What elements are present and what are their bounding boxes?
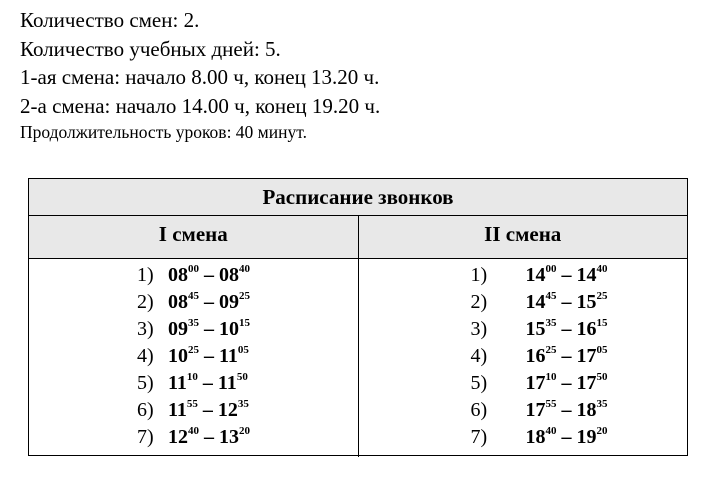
start-minutes: 10: [545, 371, 557, 384]
start-minutes: 35: [188, 317, 199, 330]
slot-number: 2): [137, 291, 154, 313]
start-minutes: 25: [545, 344, 557, 357]
slot-time: [526, 316, 608, 343]
start-hour: 17: [525, 399, 546, 421]
start-minutes: 35: [545, 317, 557, 330]
slot-time: [168, 289, 250, 316]
start-hour: 11: [168, 372, 187, 394]
start-minutes: 55: [186, 398, 198, 411]
start-hour: 16: [525, 345, 546, 367]
table-title: Расписание звонков: [29, 179, 687, 216]
time-dash: –: [556, 264, 577, 286]
time-dash: –: [556, 345, 577, 367]
slot-number: 3): [137, 318, 154, 340]
start-hour: 09: [168, 318, 188, 340]
end-hour: 17: [576, 372, 597, 394]
start-hour: 12: [168, 426, 188, 448]
shift-1-hours: 1-ая смена: начало 8.00 ч, конец 13.20 ч.: [20, 65, 380, 89]
header-shift-2: II смена: [358, 216, 688, 258]
start-minutes: 40: [545, 425, 557, 438]
end-hour: 11: [219, 345, 238, 367]
table-header-row: [29, 216, 687, 259]
slot-number: 6): [137, 399, 154, 421]
end-hour: 13: [219, 426, 239, 448]
start-hour: 15: [525, 318, 546, 340]
end-hour: 09: [219, 291, 239, 313]
slot-time: [168, 370, 248, 397]
header-shift-1: I смена: [158, 221, 228, 246]
end-minutes: 35: [596, 398, 608, 411]
time-dash: –: [556, 318, 577, 340]
time-dash: –: [199, 264, 219, 286]
start-minutes: 45: [188, 290, 199, 303]
end-minutes: 15: [239, 317, 250, 330]
slot-time: [526, 262, 608, 289]
time-dash: –: [556, 291, 577, 313]
shift-2-hours: 2-а смена: начало 14.00 ч, конец 19.20 ч.: [20, 93, 381, 118]
start-hour: 18: [525, 426, 546, 448]
end-hour: 10: [219, 318, 239, 340]
time-dash: –: [197, 399, 218, 421]
time-dash: –: [556, 426, 577, 448]
slot-time: [168, 262, 250, 289]
study-days: Количество учебных дней: 5.: [20, 36, 281, 61]
time-dash: –: [199, 426, 219, 448]
slot-time: [168, 316, 250, 343]
table-body-row: [29, 259, 687, 457]
slot-number: 6): [470, 399, 488, 421]
end-hour: 08: [219, 264, 239, 286]
end-hour: 14: [576, 264, 597, 286]
end-hour: 11: [217, 372, 237, 394]
slot-time: [526, 424, 608, 451]
time-dash: –: [199, 345, 219, 367]
start-hour: 08: [168, 264, 188, 286]
start-minutes: 55: [545, 398, 557, 411]
slot-number: 4): [137, 345, 154, 367]
slot-number: 5): [470, 372, 488, 394]
end-hour: 18: [576, 399, 597, 421]
start-hour: 17: [525, 372, 546, 394]
slot-time: [168, 424, 250, 451]
slot-time: [526, 289, 608, 316]
slot-time: [526, 343, 608, 370]
time-dash: –: [197, 372, 218, 394]
start-hour: 08: [168, 291, 188, 313]
start-minutes: 00: [545, 263, 557, 276]
shift-count: Количество смен: 2.: [20, 8, 200, 32]
slot-number: 7): [470, 426, 488, 448]
end-hour: 15: [576, 291, 597, 313]
end-minutes: 50: [596, 371, 608, 384]
slot-number: 7): [137, 426, 154, 448]
end-minutes: 25: [596, 290, 608, 303]
slot-number: 2): [470, 291, 488, 313]
shift-1-column: [29, 259, 358, 457]
slot-number: 3): [470, 318, 488, 340]
slot-number: 1): [470, 264, 488, 286]
slot-time: [526, 397, 608, 424]
end-hour: 17: [576, 345, 597, 367]
start-hour: 14: [525, 264, 546, 286]
start-hour: 10: [168, 345, 188, 367]
end-minutes: 05: [237, 344, 249, 357]
slot-number: 5): [137, 372, 154, 394]
end-minutes: 20: [239, 425, 250, 438]
slot-time: [168, 397, 249, 424]
end-minutes: 20: [596, 425, 608, 438]
start-minutes: 45: [545, 290, 557, 303]
end-minutes: 05: [596, 344, 608, 357]
time-dash: –: [199, 291, 219, 313]
end-minutes: 50: [236, 371, 248, 384]
start-minutes: 25: [188, 344, 199, 357]
end-minutes: 35: [237, 398, 249, 411]
bell-schedule-table: [28, 178, 688, 456]
lesson-duration: Продолжительность уроков: 40 минут.: [20, 122, 307, 142]
time-dash: –: [556, 372, 577, 394]
end-hour: 16: [576, 318, 597, 340]
slot-number: 4): [470, 345, 488, 367]
end-hour: 12: [217, 399, 238, 421]
slot-number: 1): [137, 264, 154, 286]
end-minutes: 25: [239, 290, 250, 303]
end-minutes: 40: [239, 263, 250, 276]
shift-2-column: [358, 259, 688, 457]
end-hour: 19: [576, 426, 597, 448]
slot-time: [168, 343, 249, 370]
intro-text: [20, 6, 380, 144]
end-minutes: 40: [596, 263, 608, 276]
start-minutes: 10: [186, 371, 198, 384]
start-minutes: 40: [188, 425, 199, 438]
start-hour: 14: [525, 291, 546, 313]
time-dash: –: [556, 399, 577, 421]
time-dash: –: [199, 318, 219, 340]
slot-time: [526, 370, 608, 397]
start-minutes: 00: [188, 263, 199, 276]
start-hour: 11: [168, 399, 187, 421]
end-minutes: 15: [596, 317, 608, 330]
